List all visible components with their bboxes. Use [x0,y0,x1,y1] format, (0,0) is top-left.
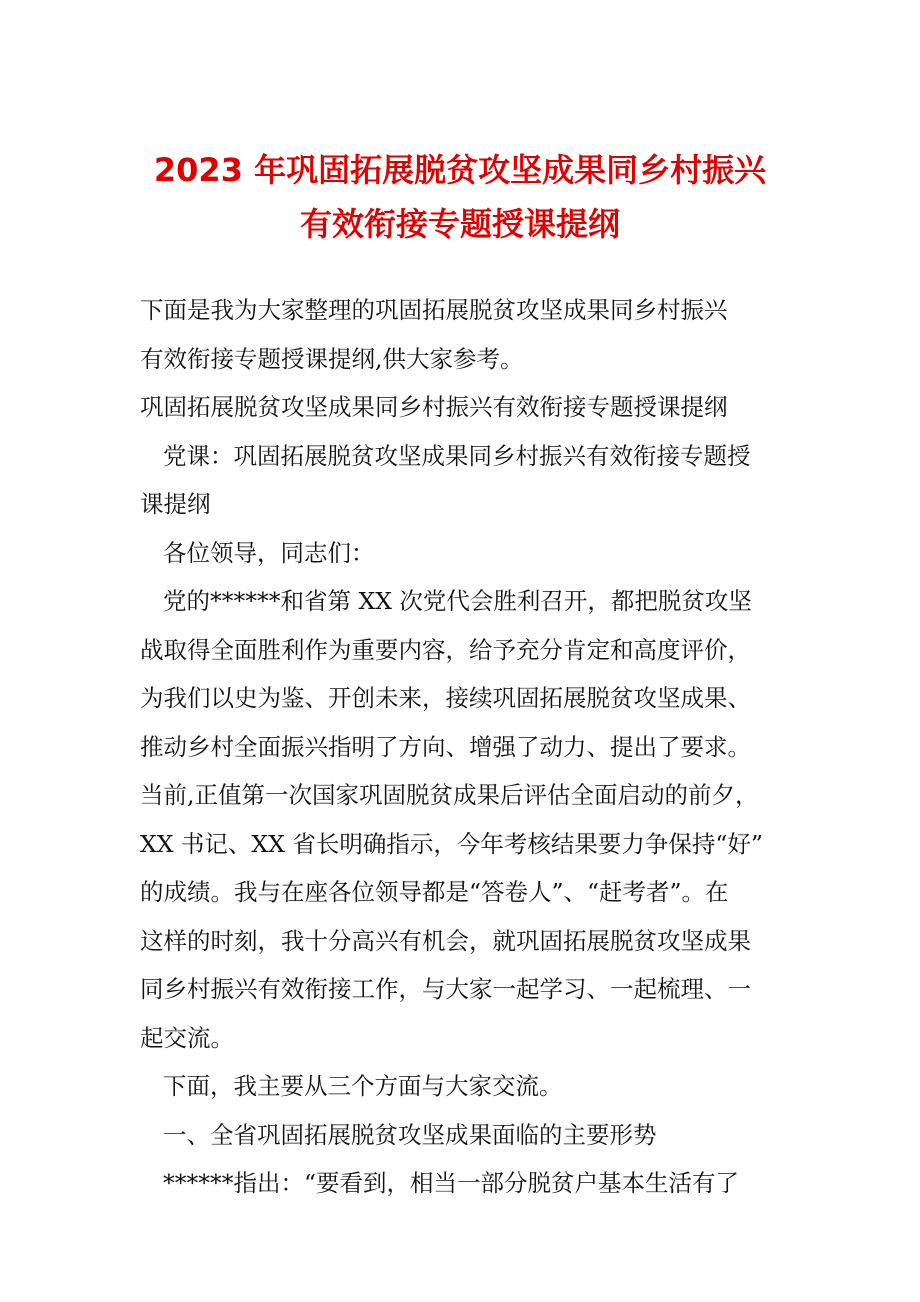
paragraph-line-3: 为我们以史为鉴、开创未来，接续巩固拓展脱贫攻坚成果、 [140,684,751,712]
document-title-line-1: 2023 年巩固拓展脱贫攻坚成果同乡村振兴 [153,151,767,189]
paragraph-line-4: 推动乡村全面振兴指明了方向、增强了动力、提出了要求。 [140,732,751,761]
paragraph-line-10: 起交流。 [140,1023,234,1052]
paragraph-line-6: XX 书记、XX 省长明确指示，今年考核结果要力争保持“好” [140,829,763,858]
paragraph-line-9: 同乡村振兴有效衔接工作，与大家一起学习、一起梳理、一 [140,975,751,1003]
section-heading-1: 一、全省巩固拓展脱贫攻坚成果面临的主要形势 [163,1120,657,1149]
intro-line-1: 下面是我为大家整理的巩固拓展脱贫攻坚成果同乡村振兴 [140,296,728,324]
transition-line: 下面，我主要从三个方面与大家交流。 [163,1072,563,1100]
subtitle-line: 巩固拓展脱贫攻坚成果同乡村振兴有效衔接专题授课提纲 [140,393,728,421]
document-title-line-2: 有效衔接专题授课提纲 [299,205,620,243]
quote-line: ******指出：“要看到，相当一部分脱贫户基本生活有了 [163,1169,740,1197]
paragraph-line-7: 的成绩。我与在座各位领导都是“答卷人”、“赶考者”。在 [140,878,729,906]
paragraph-line-1: 党的******和省第 XX 次党代会胜利召开，都把脱贫攻坚 [163,587,752,615]
document-body [140,286,790,1208]
paragraph-line-8: 这样的时刻，我十分高兴有机会，就巩固拓展脱贫攻坚成果 [140,926,751,955]
salutation: 各位领导，同志们： [163,538,375,567]
paragraph-line-2: 战取得全面胜利作为重要内容，给予充分肯定和高度评价， [140,635,751,664]
paragraph-line-5: 当前,正值第一次国家巩固脱贫成果后评估全面启动的前夕， [140,781,759,809]
lecture-title-line-1: 党课：巩固拓展脱贫攻坚成果同乡村振兴有效衔接专题授 [163,441,751,470]
intro-line-2: 有效衔接专题授课提纲,供大家参考。 [140,344,524,373]
lecture-title-line-2: 课提纲 [140,490,211,518]
